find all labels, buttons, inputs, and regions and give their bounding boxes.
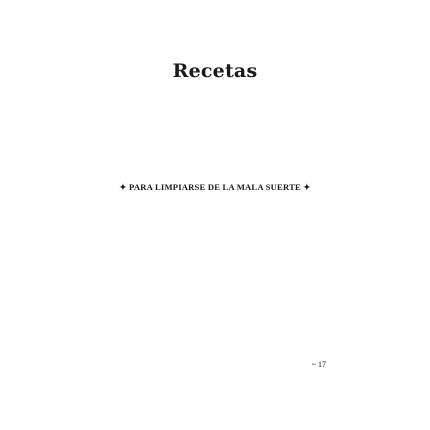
section-heading: ✦ PARA LIMPIARSE DE LA MALA SUERTE ✦: [119, 182, 311, 192]
page-number: ~ 17: [311, 360, 326, 369]
page-title: Recetas: [172, 60, 258, 82]
